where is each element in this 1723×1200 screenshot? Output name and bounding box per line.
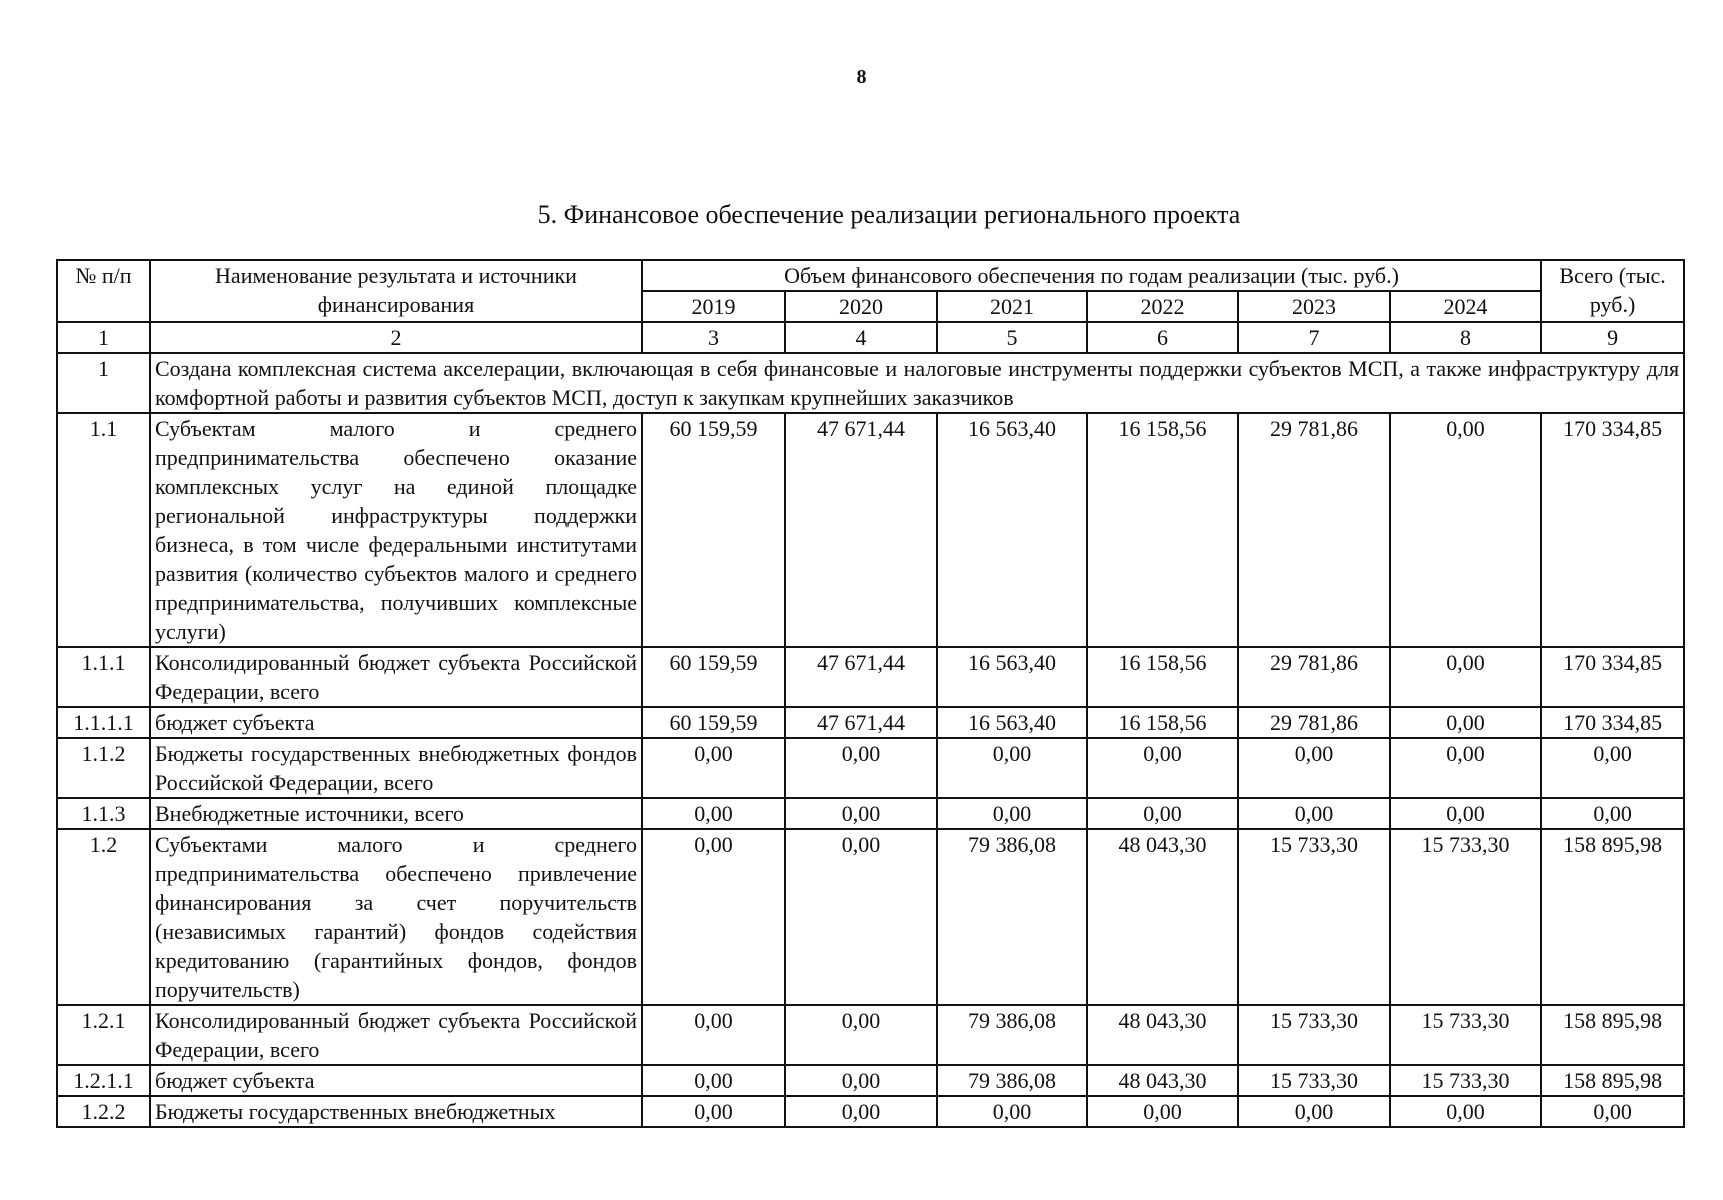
row-total: 0,00 bbox=[1541, 738, 1684, 798]
table-row bbox=[57, 1005, 1684, 1065]
row-name: бюджет субъекта bbox=[150, 1065, 642, 1096]
row-name: Внебюджетные источники, всего bbox=[150, 798, 642, 829]
row-total: 170 334,85 bbox=[1541, 647, 1684, 707]
year-value: 0,00 bbox=[642, 798, 785, 829]
table-row bbox=[57, 413, 1684, 647]
table-row bbox=[57, 1096, 1684, 1127]
header-year: 2024 bbox=[1390, 291, 1541, 322]
header-num: № п/п bbox=[57, 260, 150, 322]
row-total: 170 334,85 bbox=[1541, 413, 1684, 647]
year-value: 48 043,30 bbox=[1087, 829, 1238, 1005]
year-value: 0,00 bbox=[642, 1065, 785, 1096]
section-num: 1 bbox=[57, 353, 150, 413]
year-value: 0,00 bbox=[937, 798, 1087, 829]
row-total: 0,00 bbox=[1541, 798, 1684, 829]
header-year: 2023 bbox=[1238, 291, 1390, 322]
year-value: 79 386,08 bbox=[937, 1005, 1087, 1065]
year-value: 0,00 bbox=[1238, 1096, 1390, 1127]
row-total: 0,00 bbox=[1541, 1096, 1684, 1127]
year-value: 47 671,44 bbox=[785, 707, 937, 738]
year-value: 79 386,08 bbox=[937, 829, 1087, 1005]
year-value: 16 563,40 bbox=[937, 413, 1087, 647]
header-year: 2022 bbox=[1087, 291, 1238, 322]
page-number: 8 bbox=[856, 66, 867, 88]
year-value: 0,00 bbox=[1390, 798, 1541, 829]
row-total: 158 895,98 bbox=[1541, 829, 1684, 1005]
year-value: 60 159,59 bbox=[642, 647, 785, 707]
column-index: 5 bbox=[937, 322, 1087, 353]
year-value: 15 733,30 bbox=[1390, 829, 1541, 1005]
row-number: 1.1.2 bbox=[57, 738, 150, 798]
year-value: 0,00 bbox=[1238, 738, 1390, 798]
row-total: 158 895,98 bbox=[1541, 1065, 1684, 1096]
table-row bbox=[57, 798, 1684, 829]
row-number: 1.2.2 bbox=[57, 1096, 150, 1127]
year-value: 0,00 bbox=[785, 738, 937, 798]
column-index: 8 bbox=[1390, 322, 1541, 353]
year-value: 15 733,30 bbox=[1238, 1065, 1390, 1096]
header-year: 2021 bbox=[937, 291, 1087, 322]
financing-table bbox=[56, 259, 1685, 1128]
row-number: 1.2 bbox=[57, 829, 150, 1005]
year-value: 15 733,30 bbox=[1238, 1005, 1390, 1065]
year-value: 47 671,44 bbox=[785, 647, 937, 707]
row-number: 1.1.1.1 bbox=[57, 707, 150, 738]
section-row bbox=[57, 353, 1684, 413]
year-value: 16 563,40 bbox=[937, 647, 1087, 707]
year-value: 0,00 bbox=[642, 829, 785, 1005]
year-value: 16 158,56 bbox=[1087, 707, 1238, 738]
year-value: 48 043,30 bbox=[1087, 1005, 1238, 1065]
row-total: 170 334,85 bbox=[1541, 707, 1684, 738]
year-value: 0,00 bbox=[1390, 1096, 1541, 1127]
header-row bbox=[57, 260, 1684, 291]
row-name: Бюджеты государственных внебюджетных фондов Российской Федерации, всего bbox=[150, 738, 642, 798]
row-name: Субъектами малого и среднего предпринимательства обеспечено привлечение финансирования за счет поручительств (независимых гарантий) фондов содействия кредитованию (гарантийных фондов, фондов поручительств) bbox=[150, 829, 642, 1005]
row-number: 1.1.3 bbox=[57, 798, 150, 829]
row-name: Консолидированный бюджет субъекта Российской Федерации, всего bbox=[150, 647, 642, 707]
year-value: 0,00 bbox=[785, 1005, 937, 1065]
year-value: 0,00 bbox=[785, 829, 937, 1005]
year-value: 0,00 bbox=[1390, 647, 1541, 707]
year-value: 0,00 bbox=[937, 1096, 1087, 1127]
table-row bbox=[57, 707, 1684, 738]
year-value: 0,00 bbox=[1390, 738, 1541, 798]
header-name: Наименование результата и источники финансирования bbox=[150, 260, 642, 322]
table-row bbox=[57, 1065, 1684, 1096]
year-value: 0,00 bbox=[785, 1096, 937, 1127]
row-name: Субъектам малого и среднего предпринимательства обеспечено оказание комплексных услуг на единой площадке региональной инфраструктуры поддержки бизнеса, в том числе федеральными институтами развития (количество субъектов малого и среднего предпринимательства, получивших комплексные услуги) bbox=[150, 413, 642, 647]
header-total: Всего (тыс. руб.) bbox=[1541, 260, 1684, 322]
year-value: 0,00 bbox=[642, 1096, 785, 1127]
header-year: 2019 bbox=[642, 291, 785, 322]
header-years-group: Объем финансового обеспечения по годам реализации (тыс. руб.) bbox=[642, 260, 1541, 291]
year-value: 47 671,44 bbox=[785, 413, 937, 647]
year-value: 60 159,59 bbox=[642, 413, 785, 647]
row-number: 1.2.1 bbox=[57, 1005, 150, 1065]
section-text: Создана комплексная система акселерации, включающая в себя финансовые и налоговые инструменты поддержки субъектов МСП, а также инфраструктуру для комфортной работы и развития субъектов МСП, доступ к закупкам крупнейших заказчиков bbox=[150, 353, 1684, 413]
column-index: 6 bbox=[1087, 322, 1238, 353]
table-row bbox=[57, 738, 1684, 798]
row-name: бюджет субъекта bbox=[150, 707, 642, 738]
year-value: 29 781,86 bbox=[1238, 647, 1390, 707]
column-index: 4 bbox=[785, 322, 937, 353]
column-index-row bbox=[57, 322, 1684, 353]
row-number: 1.2.1.1 bbox=[57, 1065, 150, 1096]
year-value: 15 733,30 bbox=[1238, 829, 1390, 1005]
year-value: 16 158,56 bbox=[1087, 413, 1238, 647]
year-value: 15 733,30 bbox=[1390, 1005, 1541, 1065]
year-value: 15 733,30 bbox=[1390, 1065, 1541, 1096]
year-value: 0,00 bbox=[1087, 738, 1238, 798]
table-row bbox=[57, 647, 1684, 707]
year-value: 0,00 bbox=[1087, 1096, 1238, 1127]
year-value: 0,00 bbox=[1390, 707, 1541, 738]
header-year: 2020 bbox=[785, 291, 937, 322]
year-value: 16 158,56 bbox=[1087, 647, 1238, 707]
year-value: 0,00 bbox=[937, 738, 1087, 798]
year-value: 0,00 bbox=[642, 1005, 785, 1065]
year-value: 16 563,40 bbox=[937, 707, 1087, 738]
year-value: 0,00 bbox=[642, 738, 785, 798]
year-value: 0,00 bbox=[1087, 798, 1238, 829]
row-name: Бюджеты государственных внебюджетных bbox=[150, 1096, 642, 1127]
table-row bbox=[57, 829, 1684, 1005]
column-index: 1 bbox=[57, 322, 150, 353]
year-value: 0,00 bbox=[785, 1065, 937, 1096]
year-value: 60 159,59 bbox=[642, 707, 785, 738]
row-total: 158 895,98 bbox=[1541, 1005, 1684, 1065]
row-number: 1.1 bbox=[57, 413, 150, 647]
year-value: 79 386,08 bbox=[937, 1065, 1087, 1096]
year-value: 0,00 bbox=[785, 798, 937, 829]
year-value: 0,00 bbox=[1238, 798, 1390, 829]
year-value: 0,00 bbox=[1390, 413, 1541, 647]
column-index: 2 bbox=[150, 322, 642, 353]
row-number: 1.1.1 bbox=[57, 647, 150, 707]
column-index: 9 bbox=[1541, 322, 1684, 353]
year-value: 29 781,86 bbox=[1238, 707, 1390, 738]
page-title: 5. Финансовое обеспечение реализации регионального проекта bbox=[537, 200, 1241, 229]
column-index: 3 bbox=[642, 322, 785, 353]
year-value: 29 781,86 bbox=[1238, 413, 1390, 647]
column-index: 7 bbox=[1238, 322, 1390, 353]
year-value: 48 043,30 bbox=[1087, 1065, 1238, 1096]
row-name: Консолидированный бюджет субъекта Российской Федерации, всего bbox=[150, 1005, 642, 1065]
